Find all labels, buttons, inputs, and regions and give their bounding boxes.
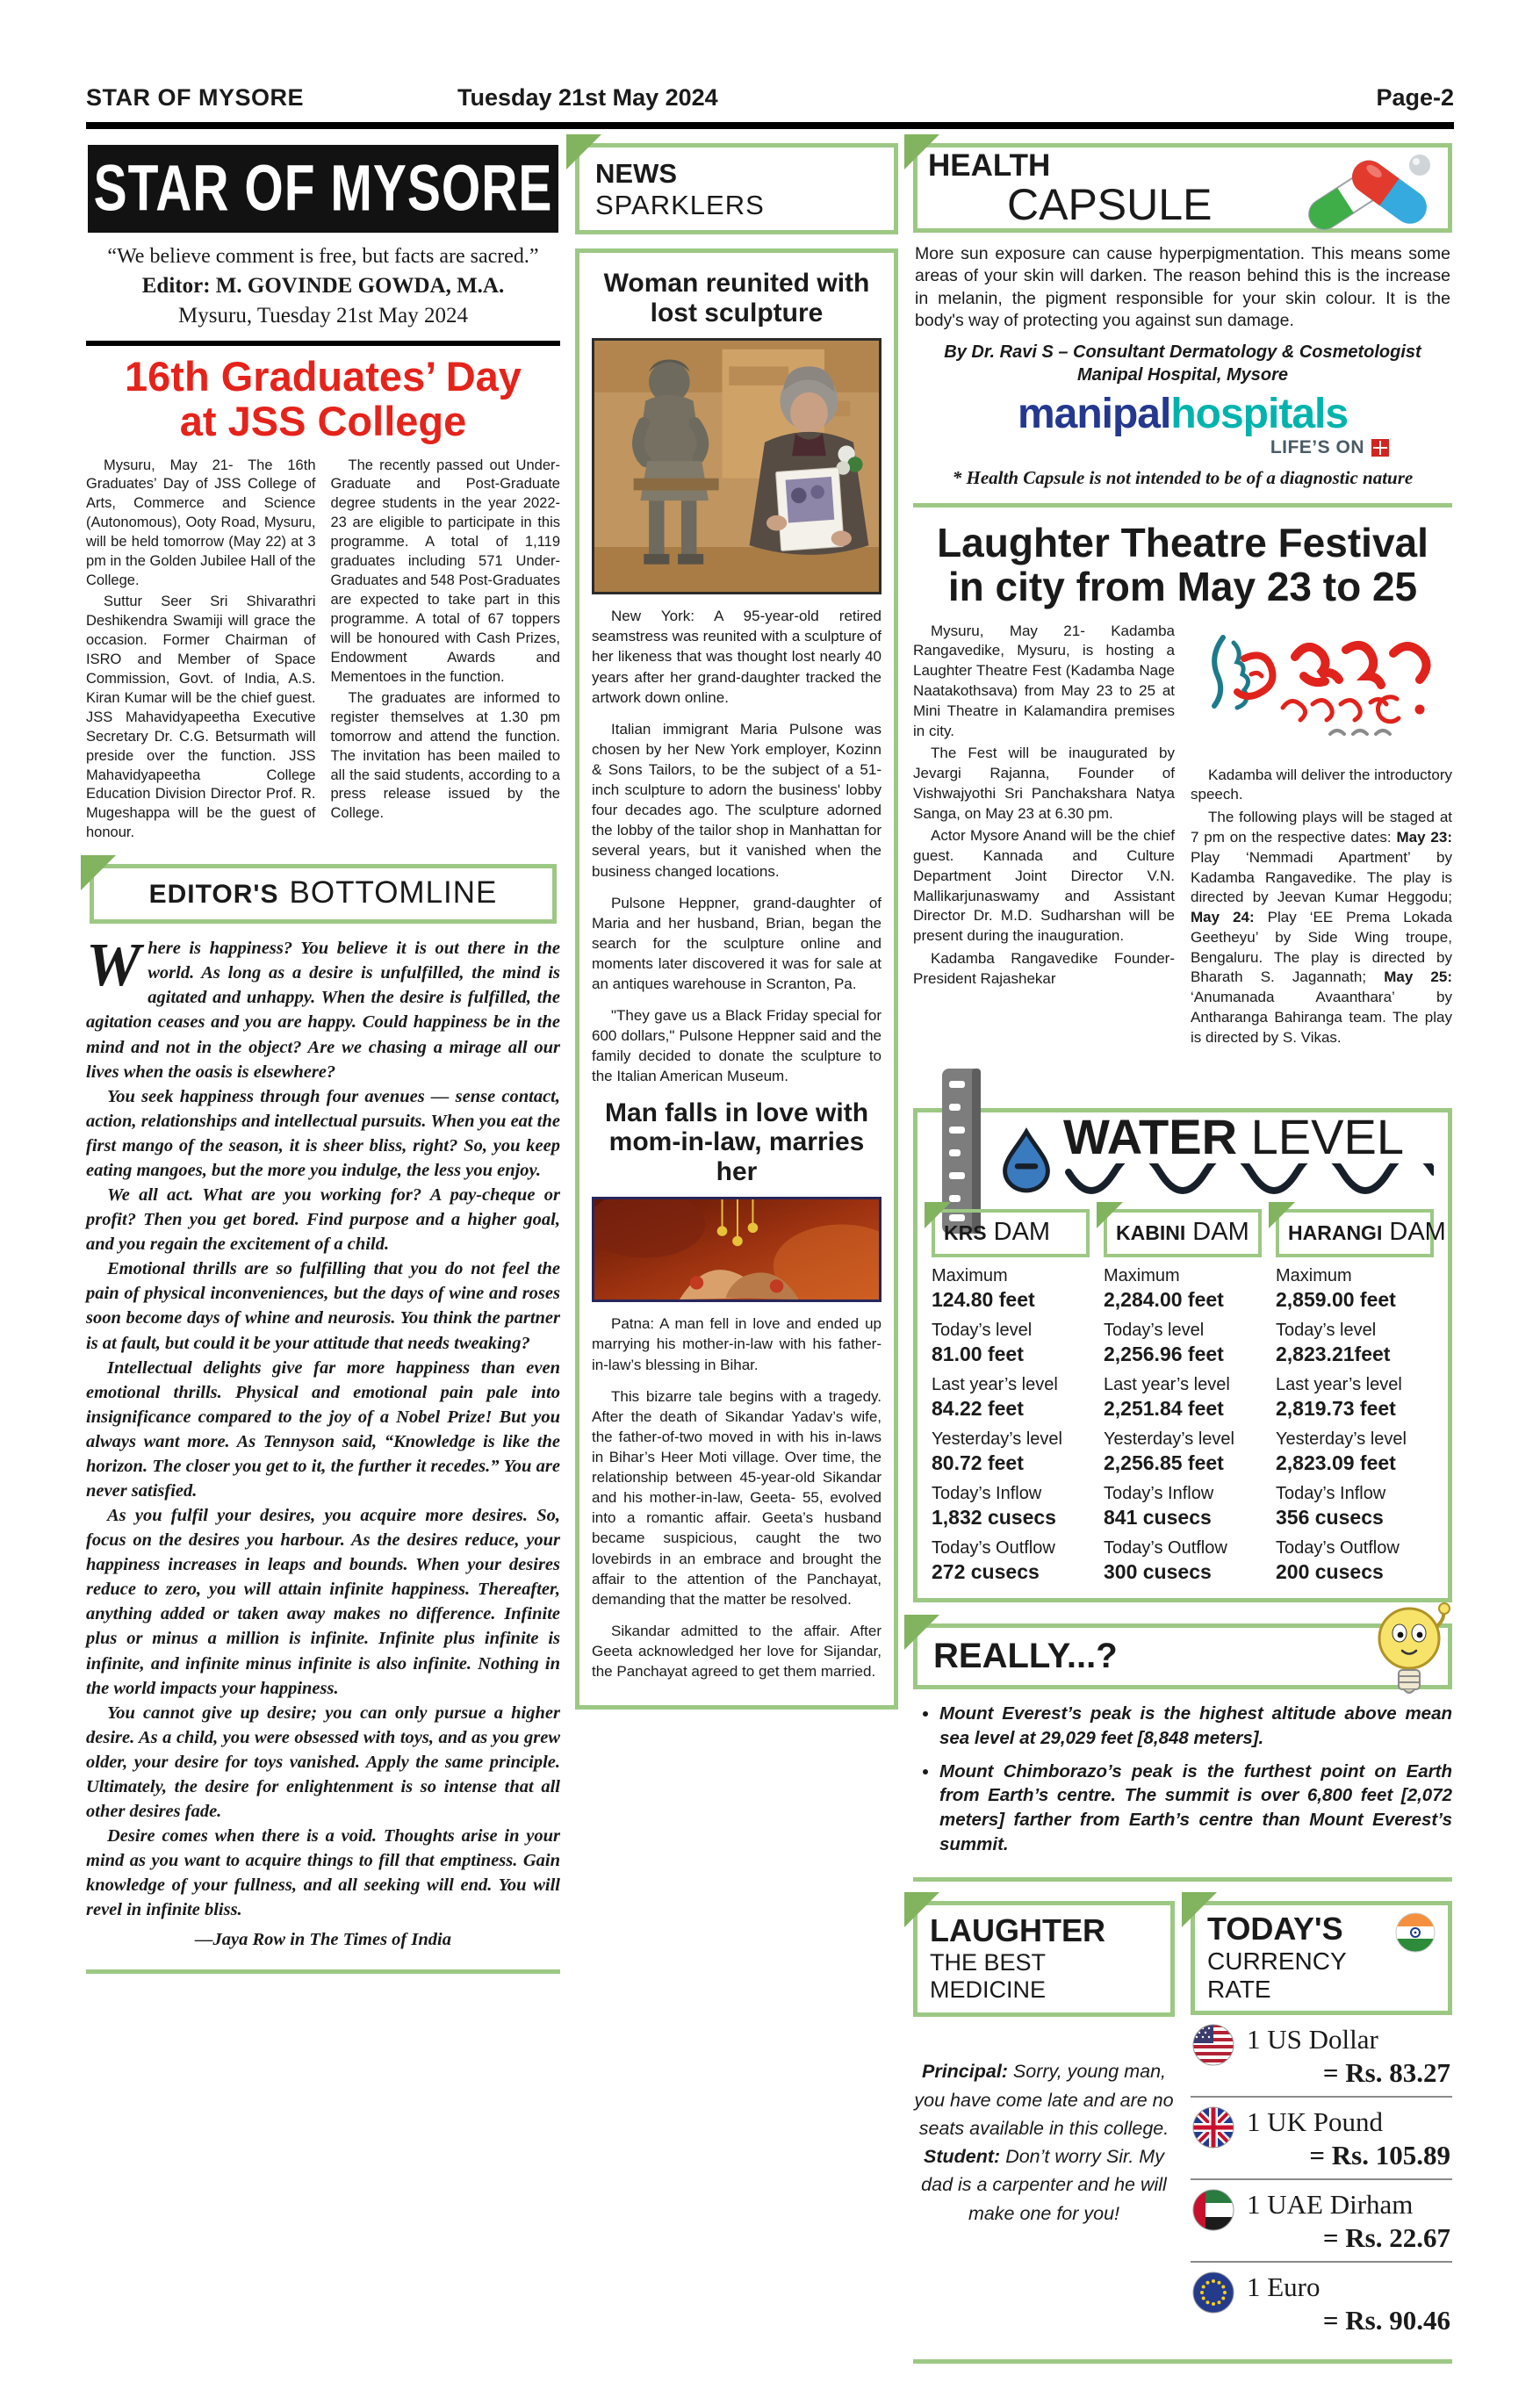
paragraph: Suttur Seer Sri Shivarathri Deshikendra Swamiji will grace the occasion. Former Chairman of ISRO and Member of Space Commission, Govt. of India, A.S. Kiran Kumar will be the chief guest. JSS Mahavidyapeetha Executive Secretary Dr. C.G. Betsurmath will preside over the function. JSS Mahavidyapeetha College Education Division Director Prof. R. Mugeshappa will be the guest of honour. (86, 594, 316, 841)
bottom-row (913, 1901, 1452, 2364)
water-level-section (913, 1108, 1452, 1602)
currency-row: 1 UAE Dirham = Rs. 22.67 (1191, 2180, 1452, 2263)
page-header (86, 84, 1454, 129)
paragraph: Mysuru, May 21- Kadamba Rangavedike, Mysuru, is hosting a Laughter Theatre Fest (Kadamba Nage Naatakothsava) from May 23 to 25 at Mini Theatre in Kalamandira premises in city. (913, 622, 1175, 739)
festival-col-right (1191, 622, 1452, 1051)
news-sparklers-header: NEWS SPARKLERS (575, 143, 898, 234)
masthead-logo (88, 145, 558, 233)
paragraph: This bizarre tale begins with a tragedy. After the death of Sikandar Yadav’s wife, the father-of-two moved in with his in-laws in Bihar’s Heer Moti village. Over time, the relationship between 45-year-old Sikandar and his mother-in-law, Geeta- 55, evolved into a romantic affair. Geeta’s husband became suspicious, caught the two lovebirds in an embrace and brought the affair to the attention of the Panchayat, demanding that the matter be resolved. (592, 1387, 882, 1608)
water-level-title: WATER LEVEL (1063, 1109, 1404, 1165)
paragraph: Intellectual delights give far more happiness than even emotional thrills. Physical and emotional pain pale into insignificance compared to the joy of a Nobel Prize! But you always want more. As Tennyson said, “Knowledge is like the horizon. The closer you get to it, the further it recedes.” You are never satisfied. (86, 1357, 560, 1501)
uk-flag-icon (1192, 2106, 1234, 2149)
dam-table (932, 1209, 1446, 1584)
paragraph: The Fest will be inaugurated by Jevargi Rajanna, Founder of Vishwajyothi Sri Panchakshara Natya Sanga, on May 23 at 6.30 pm. (913, 745, 1175, 822)
divider (86, 341, 560, 346)
festival-col-left (913, 622, 1175, 1051)
dam-kabini: KABINI DAM Maximum 2,284.00 feet Today’s level 2,256.96 feet Last year’s level 2,251.84 feet Yesterday’s level 2,256.85 feet Today’s Inflow 841 cusecs Today’s Outflow 300 cusecs (1104, 1209, 1262, 1584)
editors-bottomline-text (86, 932, 560, 1952)
paragraph: The recently passed out Under-Graduate and Post-Graduate degree students in the year 2022-23 are eligible to participate in this programme. A total of 1,119 graduates including 571 Under-Graduates and 548 Post-Graduates are expected to take part in this programme. A total of 67 toppers will be honoured with Cash Prizes, Endowment Awards and Mementoes in the function. (330, 457, 560, 685)
dam-title: KRS DAM (932, 1209, 1090, 1257)
dam-harangi: HARANGI DAM Maximum 2,859.00 feet Today’s level 2,823.21feet Last year’s level 2,819.73 feet Yesterday’s level 2,823.09 feet Today’s Inflow 356 cusecs Today’s Outflow 200 cusecs (1276, 1209, 1434, 1584)
divider (913, 503, 1452, 508)
paragraph: Where is happiness? You believe it is out there in the world. As long as a desire is unfulfilled, the mind is agitated and unhappy. When the desire is fulfilled, the agitation ceases and you are happy. Could happiness be in the mind and not in the object? Are we chasing a mirage all our lives when the oasis is elsewhere? (86, 932, 560, 1082)
paragraph: "They gave us a Black Friday special for 600 dollars," Pulsone Heppner said and the family decided to donate the sculpture to the Italian American Museum. (592, 1007, 882, 1085)
lifes-on-tagline: LIFE’S ON (976, 437, 1389, 458)
really-bullets (913, 1702, 1452, 1856)
paragraph: You seek happiness through four avenues — sense contact, action, relationships and intellectual pursuits. When you eat the first mango of the season, it is sheer bliss, right? So, you keep eating mangoes, but the more you indulge, the less you enjoy. (86, 1086, 560, 1180)
header-page-number: Page-2 (1376, 84, 1454, 111)
header-date: Tuesday 21st May 2024 (457, 84, 718, 111)
news-sparklers-body (575, 248, 898, 1710)
column-right (913, 143, 1452, 2364)
bulb-cartoon-icon (1371, 1602, 1455, 1705)
water-level-header (932, 1109, 1434, 1204)
masthead-title: STAR OF MYSORE (93, 152, 553, 226)
uae-flag-icon (1192, 2189, 1234, 2231)
paragraph: Pulsone Heppner, grand-daughter of Maria and her husband, Brian, began the search for the sculpture online and moments later discovered it was for sale at an antiques warehouse in Scranton, Pa. (592, 894, 882, 993)
paragraph: Mysuru, May 21- The 16th Graduates’ Day of JSS College of Arts, Commerce and Science (Autonomous), Ooty Road, Mysuru, will be held tomorrow (May 22) at 3 pm in the Golden Jubilee Hall of the College. (86, 457, 316, 589)
manipal-hospitals-logo: manipalhospitals (1017, 391, 1349, 438)
currency-row: 1 Euro = Rs. 90.46 (1191, 2263, 1452, 2343)
capsule-icon (1297, 146, 1437, 230)
currency-row: 1 US Dollar = Rs. 83.27 (1191, 2015, 1452, 2098)
health-byline: By Dr. Ravi S – Consultant Dermatology & Cosmetologist Manipal Hospital, Mysore (944, 342, 1421, 385)
kadamba-rangavedike-logo (1198, 623, 1444, 755)
paragraph: Kadamba will deliver the introductory speech. (1191, 766, 1452, 803)
laughter-section (913, 1901, 1175, 2343)
paragraph: The graduates are informed to register themselves at 1.30 pm tomorrow and attend the function. The invitation has been mailed to all the said students, according to a press release issued by the College. (330, 689, 560, 822)
masthead-editor: Editor: M. GOVINDE GOWDA, M.A. (141, 274, 505, 298)
dam-title: HARANGI DAM (1276, 1209, 1434, 1257)
really-header: REALLY...? (913, 1623, 1452, 1689)
paragraph: You cannot give up desire; you can only pursue a higher desire. As a child, you were obsessed with toys, and as you grew older, your desire for toys vanished. Apply the same principle. Ultimately, the desire for enlightenment is so intense that all other desires fade. (86, 1703, 560, 1821)
wedding-photo (592, 1197, 882, 1302)
paragraph-plays: The following plays will be staged at 7 pm on the respective dates: May 23: Play ‘Nemmadi Apartment’ by Kadamba Rangavedike. The play is directed by Jeevan Kumar Heggodu; May 24: Play ‘EE Prema Lokada Geetheyu’ by Side Wing troupe, Bengaluru. The play is directed by Bharath S. Jagannath; May 25: ‘Anumanada Avaanthara’ by Antharanga Bahiranga team. The play is directed by S. Vikas. (1191, 809, 1452, 1046)
lead-headline: 16th Graduates’ Day at JSS College (125, 353, 522, 444)
paragraph: Italian immigrant Maria Pulsone was chosen by her New York employer, Kozinn & Sons Tailors, to be the subject of a 51-inch sculpture to adorn the business' lobby four decades ago. The sculpture adorned the lobby of the tailor shop in Manhattan for several years, but it vanished when the business changed locations. (592, 720, 882, 880)
really-section (913, 1623, 1452, 1882)
paragraph: Kadamba Rangavedike Founder-President Rajashekar (913, 949, 1175, 987)
sparkler-headline-1: Woman reunited with lost sculpture (603, 269, 870, 328)
paragraph: New York: A 95-year-old retired seamstress was reunited with a sculpture of her likeness that was thought lost nearly 40 years after her grand-daughter tracked the artwork down online. (592, 608, 882, 706)
attribution: —Jaya Row in The Times of India (195, 1930, 451, 1950)
dam-krs: KRS DAM Maximum 124.80 feet Today’s level 81.00 feet Last year’s level 84.22 feet Yesterday’s level 80.72 feet Today’s Inflow 1,832 cusecs Today’s Outflow 272 cusecs (932, 1209, 1090, 1584)
health-disclaimer: * Health Capsule is not intended to be of a diagnostic nature (952, 467, 1414, 489)
lead-article-col1 (86, 457, 316, 846)
bullet-item: • Mount Chimborazo’s peak is the furthest point on Earth from Earth’s centre. The summit is over 6,800 feet [2,072 meters] farther from Earth’s centre than Mount Everest’s summit. (939, 1760, 1452, 1857)
masthead-dateline: Mysuru, Tuesday 21st May 2024 (178, 304, 468, 328)
currency-row: 1 UK Pound = Rs. 105.89 (1191, 2098, 1452, 2180)
eu-flag-icon (1192, 2271, 1234, 2314)
health-capsule-header: HEALTH CAPSULE (913, 143, 1452, 233)
bullet-item: • Mount Everest’s peak is the highest altitude above mean sea level at 29,029 feet [8,848 meters]. (939, 1702, 1452, 1750)
india-flag-icon (1395, 1912, 1436, 1953)
sparkler-headline-2: Man falls in love with mom-in-law, marries her (604, 1098, 869, 1186)
manipal-cross-icon (1371, 439, 1389, 457)
masthead-quote: “We believe comment is free, but facts are sacred.” (107, 245, 539, 268)
us-flag-icon (1192, 2024, 1234, 2066)
water-drop-icon (1000, 1116, 1053, 1204)
divider (86, 1969, 560, 1974)
column-middle (575, 143, 898, 2364)
paragraph: We all act. What are you working for? A pay-cheque or profit? Then you get bored. Find purpose and a higher goal, and you regain the excitement of a child. (86, 1185, 560, 1255)
header-brand: STAR OF MYSORE (86, 84, 305, 111)
paragraph: Desire comes when there is a void. Thoughts arise in your mind as you want to acquire things to fill that emptiness. Gain knowledge of your fullness, and all seeking will end. You will revel in infinite bliss. (86, 1826, 560, 1920)
paragraph: As you fulfil your desires, you acquire more desires. So, focus on the desires you harbour. As the desires reduce, your happiness increases in leaps and bounds. When your desires reduce to zero, you will attain infinite happiness. Thereafter, anything added or taken away makes no difference. Infinite plus or minus a million is infinite. Infinite plus infinite is infinite, and infinite minus infinite is also infinite. Nothing in the world impacts your happiness. (86, 1506, 560, 1698)
sculpture-photo (592, 338, 882, 594)
paragraph: Sikandar admitted to the affair. After Geeta acknowledged her love for Sijandar, the Panchayat agreed to get them married. (592, 1622, 882, 1681)
paragraph: Emotional thrills are so fulfilling that you do not feel the pain of physical inconveniences, but the days of wine and roses soon become days of whine and neurosis. You think the partner is at fault, but could it be your attitude that needs tweaking? (86, 1259, 560, 1353)
lead-article-body (86, 457, 560, 846)
dam-title: KABINI DAM (1104, 1209, 1262, 1257)
editors-bottomline-header: EDITOR'S BOTTOMLINE (90, 864, 557, 924)
paragraph: Patna: A man fell in love and ended up marrying his mother-in-law with his father-in-law’s blessing in Bihar. (592, 1315, 882, 1373)
paragraph: Actor Mysore Anand will be the chief guest. Kannada and Culture Department Joint Director V.N. Mallikarjunaswamy and Assistant Director Dr. M.D. Sudharshan will be present during the inauguration. (913, 827, 1175, 945)
festival-headline: Laughter Theatre Festival in city from May 23 to 25 (937, 520, 1428, 610)
column-left (86, 143, 560, 2364)
drop-cap: W (86, 932, 141, 1000)
joke-text: Principal: Sorry, young man, you have come late and are no seats available in this college. Student: Don’t worry Sir. My dad is a carpenter and he will make one for you! (914, 2061, 1174, 2224)
festival-article (913, 622, 1452, 1051)
health-capsule-body: More sun exposure can cause hyperpigmentation. This means some areas of your skin will darken. The reason behind this is the increase in melanin, the pigment responsible for your skin colour. It is the body's way of protecting you against sun damage. (915, 244, 1450, 331)
lead-article-col2 (331, 457, 561, 846)
wave-icon (1065, 1163, 1434, 1200)
laughter-header: LAUGHTER THE BEST MEDICINE (913, 1901, 1175, 2017)
currency-section (1191, 1901, 1452, 2343)
currency-header: TODAY'S CURRENCY RATE (1191, 1901, 1452, 2015)
